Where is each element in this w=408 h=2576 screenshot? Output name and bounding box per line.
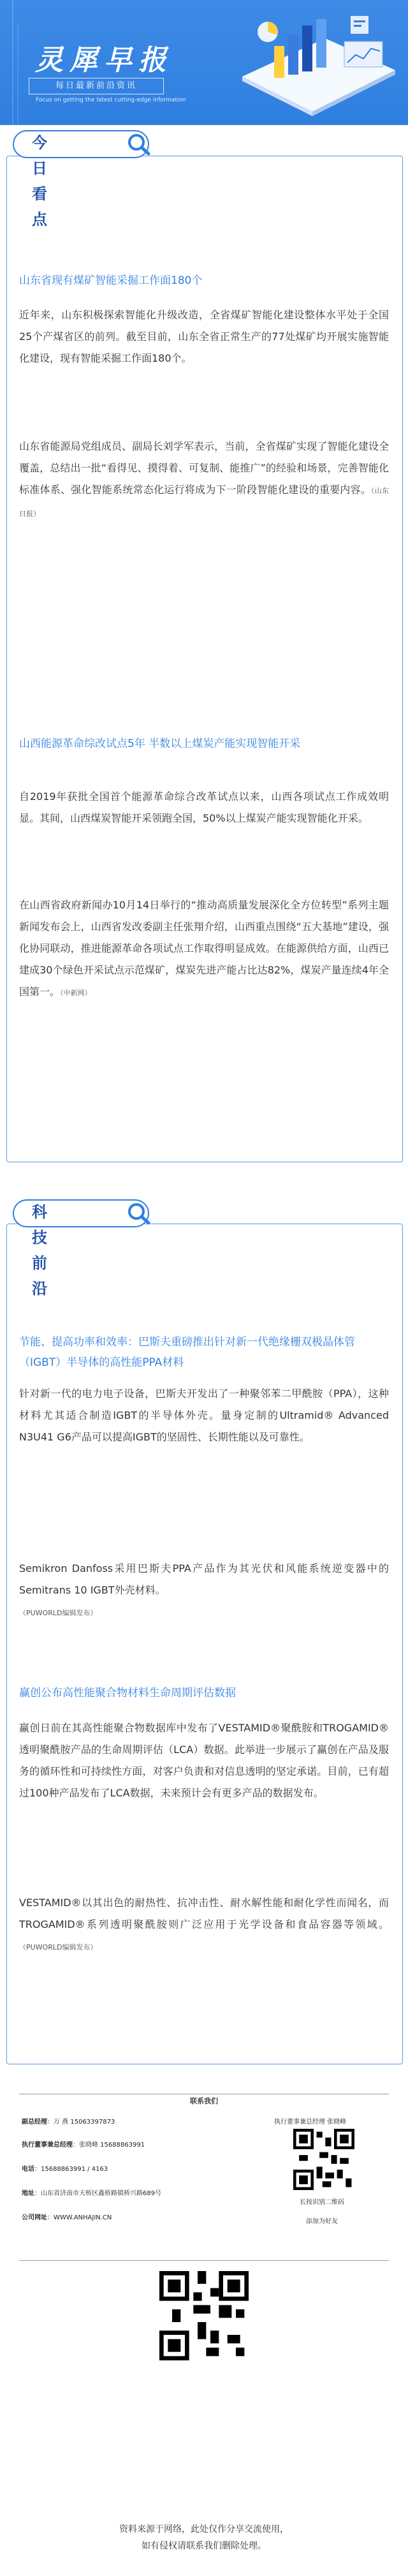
paragraph-text: 自2019年获批全国首个能源革命综合改革试点以来，山西各项试点工作成效明显。其间，山西煤炭智能开采领跑全国，50%以上煤炭产能实现智能化开采。 <box>19 790 389 824</box>
paragraph-text: 在山西省政府新闻办10月14日举行的“推动高质量发展深化全方位转型”系列主题新闻发布会上，山西省发改委副主任张翔介绍，山西重点围绕“五大基地”建设，强化协同联动，推进能源革命各项试点工作取得明显成效。在能源供给方面，山西已建成30个绿色开采试点示范煤矿，煤炭先进产能占比达82%，煤炭产量连续4年全国第一。 <box>19 899 389 998</box>
newsletter-title: 灵犀早报 <box>35 44 173 77</box>
newsletter-tagline: Focus on getting the latest cutting-edge information <box>36 97 186 103</box>
magnifier-icon <box>126 1202 152 1225</box>
qr-caption: 长按识别二维码 <box>300 2199 344 2206</box>
source-label: （PUWORLD编辑发布） <box>19 1943 98 1951</box>
article-title: 山东省现有煤矿智能采掘工作面180个 <box>19 274 203 287</box>
article-paragraph <box>19 1558 389 1624</box>
article-paragraph <box>19 304 389 369</box>
article-paragraph <box>19 894 389 1004</box>
contact-line: 副总经理：万 燕 15063397873 <box>22 2119 115 2126</box>
qr-code-icon[interactable] <box>293 2129 354 2190</box>
contact-line: 公司网址：WWW.ANHAJIN.CN <box>22 2214 112 2221</box>
section-title: 今日看点 <box>32 134 50 228</box>
qr-code-icon[interactable] <box>159 2271 249 2360</box>
article-paragraph <box>19 1892 389 1958</box>
article-paragraph <box>19 1383 389 1448</box>
footer-note-line: 资料来源于网络，此处仅作分享交流使用， <box>119 2524 289 2535</box>
data-illustration-icon <box>229 6 402 121</box>
paragraph-text: VESTAMID®以其出色的耐热性、抗冲击性、耐水解性能和耐化学性而闻名，而TROGAMID®系列透明聚酰胺则广泛应用于光学设备和食品容器等领域。 <box>19 1897 389 1930</box>
section-title: 科技前沿 <box>32 1203 50 1298</box>
paragraph-text: 赢创日前在其高性能聚合物数据库中发布了VESTAMID®聚酰胺和TROGAMID®透明聚酰胺产品的生命周期评估（LCA）数据。此举进一步展示了赢创在产品及服务的循环性和可持续性方面，对客户负责和对信息透明的坚定承诺。目前，已有超过100种产品发布了LCA数据，未来预计会有更多产品的数据发布。 <box>19 1722 389 1799</box>
newsletter-subtitle: 每日最新前沿资讯 <box>29 78 164 94</box>
footer-note-line: 如有侵权请联系我们删除处理。 <box>142 2541 266 2551</box>
paragraph-text: 山东省能源局党组成员、副局长刘学军表示，当前，全省煤矿实现了智能化建设全覆盖，总结出一批“看得见、摸得着、可复制、能推广”的经验和场景，完善智能化标准体系、强化智能系统常态化运行将成为下一阶段智能化建设的重要内容。 <box>19 440 389 496</box>
contact-line: 执行董事兼总经理：张晓峰 15688863991 <box>22 2142 145 2149</box>
source-label: （中新网） <box>60 989 92 997</box>
magnifier-icon <box>126 133 152 156</box>
qr-caption: 执行董事兼总经理 张晓峰 <box>274 2119 347 2126</box>
paragraph-text: Semikron Danfoss采用巴斯夫PPA产品作为其光伏和风能系统逆变器中的Semitrans 10 IGBT外壳材料。 <box>19 1562 389 1596</box>
contact-box <box>19 2094 389 2261</box>
article-paragraph <box>19 786 389 829</box>
article-title: 赢创公布高性能聚合物材料生命周期评估数据 <box>19 1687 236 1699</box>
contact-line: 电话：15688863991 / 4163 <box>22 2166 108 2173</box>
contact-line: 地址：山东省济南市天桥区鑫桥路镇桥兴路689号 <box>22 2190 162 2197</box>
article-title: 山西能源革命综改试点5年 半数以上煤炭产能实现智能开采 <box>19 737 301 750</box>
header-banner <box>0 0 408 125</box>
paragraph-text: 近年来，山东积极探索智能化升级改造，全省煤矿智能化建设整体水平处于全国25个产煤省区的前列。截至目前，山东全省正常生产的77处煤矿均开展实施智能化建设，现有智能采掘工作面180个。 <box>19 309 389 364</box>
footer-note <box>0 2521 408 2554</box>
decorative-lines <box>6 0 38 125</box>
source-label: （山东日报） <box>19 487 389 518</box>
source-label: （PUWORLD编辑发布） <box>19 1609 98 1617</box>
article-title: 节能、提高功率和效率：巴斯夫重磅推出针对新一代绝缘栅双极晶体管（IGBT）半导体的高性能PPA材料 <box>19 1336 355 1369</box>
article-paragraph <box>19 1717 389 1804</box>
contact-title: 联系我们 <box>190 2097 218 2105</box>
paragraph-text: 针对新一代的电力电子设备，巴斯夫开发出了一种聚邻苯二甲酰胺（PPA），这种材料尤其适合制造IGBT的半导体外壳。量身定制的Ultramid® Advanced N3U41 G6产品可以提高IGBT的坚固性、长期性能以及可靠性。 <box>19 1388 389 1443</box>
qr-caption: 添加为好友 <box>306 2218 338 2225</box>
article-paragraph <box>19 436 389 525</box>
